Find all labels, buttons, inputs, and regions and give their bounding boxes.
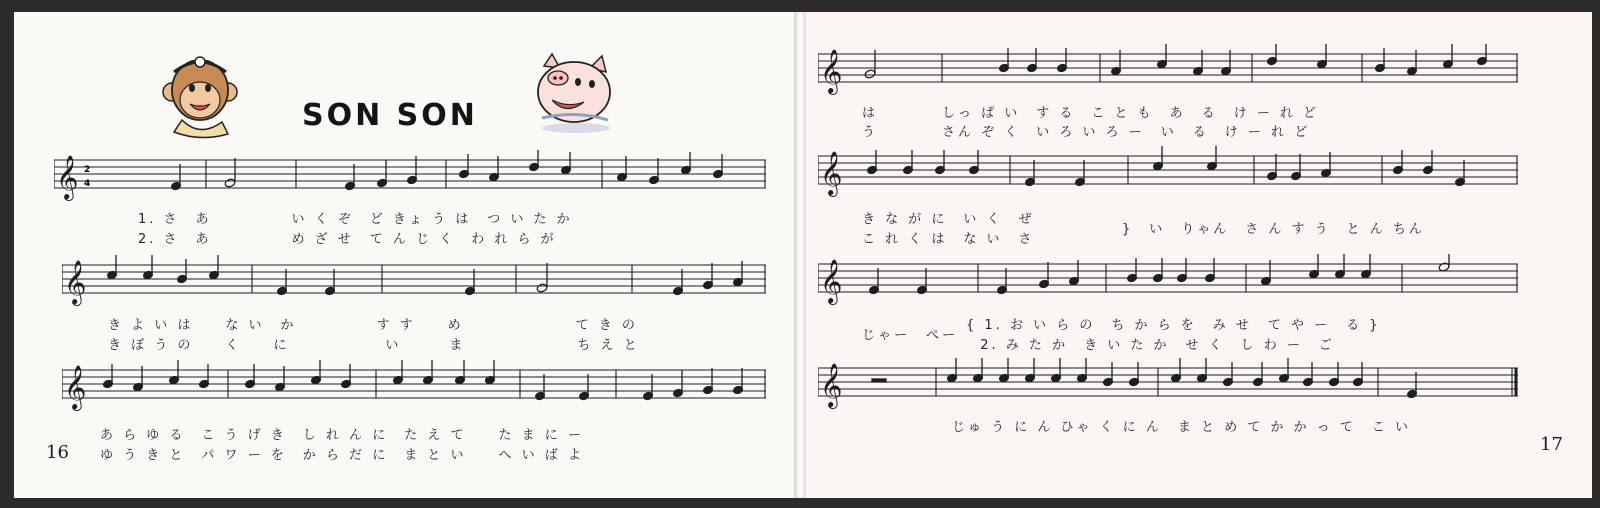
music-staff bbox=[818, 146, 1518, 198]
lyric-verse-2: ゆ う き と パ ワ ー を か ら だ に ま と い へ い ば よ bbox=[100, 448, 584, 463]
treble-clef-icon: 𝄞 bbox=[820, 49, 843, 93]
lyric-verse-2: こ れ く は な い さ bbox=[862, 232, 1035, 247]
lyric-verse-1: { 1. お い ら の ち か ら を み せ て や ー る } bbox=[966, 318, 1381, 333]
music-staff bbox=[818, 44, 1518, 96]
lyric-verse-1: き よ い は な い か す す め て き の bbox=[108, 318, 638, 333]
treble-clef-icon: 𝄞 bbox=[820, 259, 843, 303]
lyric-verse-1: あ ら ゆ る こ う げ き し れ ん に た え て た ま に ー bbox=[100, 428, 584, 443]
treble-clef-icon: 𝄞 bbox=[820, 363, 843, 407]
treble-clef-icon: 𝄞 bbox=[64, 365, 87, 409]
music-staff bbox=[818, 254, 1518, 306]
treble-clef-icon: 𝄞 bbox=[820, 151, 843, 195]
song-title: SON SON bbox=[302, 98, 478, 133]
page-number-right: 17 bbox=[1540, 434, 1563, 455]
svg-text:2: 2 bbox=[84, 165, 91, 175]
lyric-verse-2: き ぼ う の く に い ま ち え と bbox=[108, 338, 640, 353]
lyric-chorus: } い りゃん さ ん す う と ん ちん bbox=[1122, 222, 1425, 237]
treble-clef-icon: 𝄞 bbox=[64, 260, 87, 304]
svg-text:4: 4 bbox=[84, 179, 91, 189]
treble-clef-icon: 𝄞 bbox=[56, 155, 79, 199]
lyric-verse-2: 2. さ あ め ざ せ て ん じ く わ れ ら が bbox=[138, 232, 557, 247]
lyric-verse-2: 2. み た か き い た か せ く し わ ー ご bbox=[966, 338, 1335, 353]
lyric-verse-1: は しっ ぱ い す る こ と も あ る け ー れ ど bbox=[862, 106, 1320, 121]
pig-character-illustration bbox=[530, 52, 620, 134]
lyric-prefix: じゃー ぺー bbox=[862, 328, 959, 343]
lyric-verse-1: じゅ う に ん ひゃ く に ん ま と め て か か っ て こ い bbox=[952, 420, 1411, 435]
music-staff bbox=[62, 255, 766, 307]
lyric-verse-2: う さん ぞ く い ろ い ろ ー い る け ー れ ど bbox=[862, 125, 1311, 140]
lyric-verse-1: 1. さ あ い く ぞ ど きょ う は つ い た か bbox=[138, 212, 573, 227]
music-staff bbox=[62, 360, 766, 412]
music-staff bbox=[54, 150, 766, 202]
page-number-left: 16 bbox=[46, 442, 69, 463]
page-gutter bbox=[794, 12, 806, 498]
lyric-verse-1: き な が に い く ぜ bbox=[862, 212, 1035, 227]
music-staff bbox=[818, 358, 1518, 410]
monkey-character-illustration bbox=[160, 50, 240, 140]
